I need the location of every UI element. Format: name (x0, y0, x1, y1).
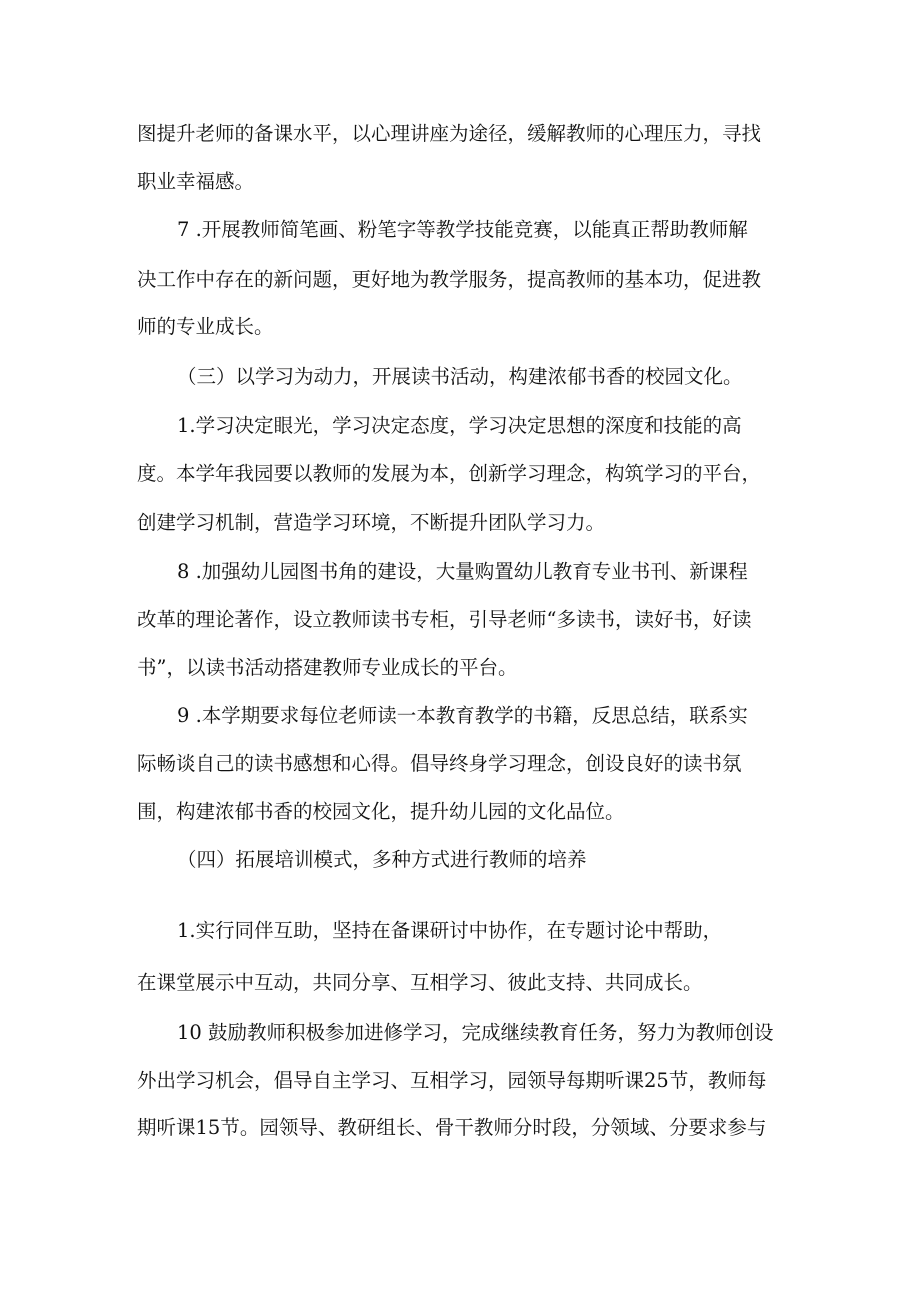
text-line: 度。本学年我园要以教师的发展为本，创新学习理念，构筑学习的平台， (137, 462, 762, 485)
text-line: 9 .本学期要求每位老师读一本教育教学的书籍，反思总结，联系实 (177, 704, 748, 727)
text-line: 际畅谈自己的读书感想和心得。倡导终身学习理念，创设良好的读书氛 (137, 752, 742, 775)
text-line: 改革的理论著作，设立教师读书专柜，引导老师“多读书，读好书，好读 (137, 608, 752, 631)
text-line: 在课堂展示中互动，共同分享、互相学习、彼此支持、共同成长。 (137, 971, 703, 994)
text-line: 8 .加强幼儿园图书角的建设，大量购置幼儿教育专业书刊、新课程 (177, 560, 748, 583)
section-heading: （三）以学习为动力，开展读书活动，构建浓郁书香的校园文化。 (177, 365, 743, 388)
text-line: 10 鼓励教师积极参加进修学习，完成继续教育任务，努力为教师创设 (177, 1021, 774, 1044)
text-line: 书”，以读书活动搭建教师专业成长的平台。 (137, 656, 518, 679)
text-line: 职业幸福感。 (137, 170, 255, 193)
text-line: 7 .开展教师简笔画、粉笔字等教学技能竞赛，以能真正帮助教师解 (177, 218, 748, 241)
section-heading: （四）拓展培训模式，多种方式进行教师的培养 (177, 848, 587, 871)
text-line: 图提升老师的备课水平，以心理讲座为途径，缓解教师的心理压力，寻找 (137, 122, 762, 145)
text-line: 创建学习机制，营造学习环境，不断提升团队学习力。 (137, 511, 606, 534)
text-line: 围，构建浓郁书香的校园文化，提升幼儿园的文化品位。 (137, 800, 625, 823)
text-line: 期听课15节。园领导、教研组长、骨干教师分时段，分领域、分要求参与 (137, 1116, 767, 1139)
text-line: 1.实行同伴互助，坚持在备课研讨中协作，在专题讨论中帮助， (177, 919, 723, 942)
text-line: 师的专业成长。 (137, 315, 274, 338)
text-line: 1.学习决定眼光，学习决定态度，学习决定思想的深度和技能的高 (177, 414, 742, 437)
text-line: 决工作中存在的新问题，更好地为教学服务，提高教师的基本功，促进教 (137, 268, 762, 291)
text-line: 外出学习机会，倡导自主学习、互相学习，园领导每期听课25节，教师每 (137, 1069, 767, 1092)
